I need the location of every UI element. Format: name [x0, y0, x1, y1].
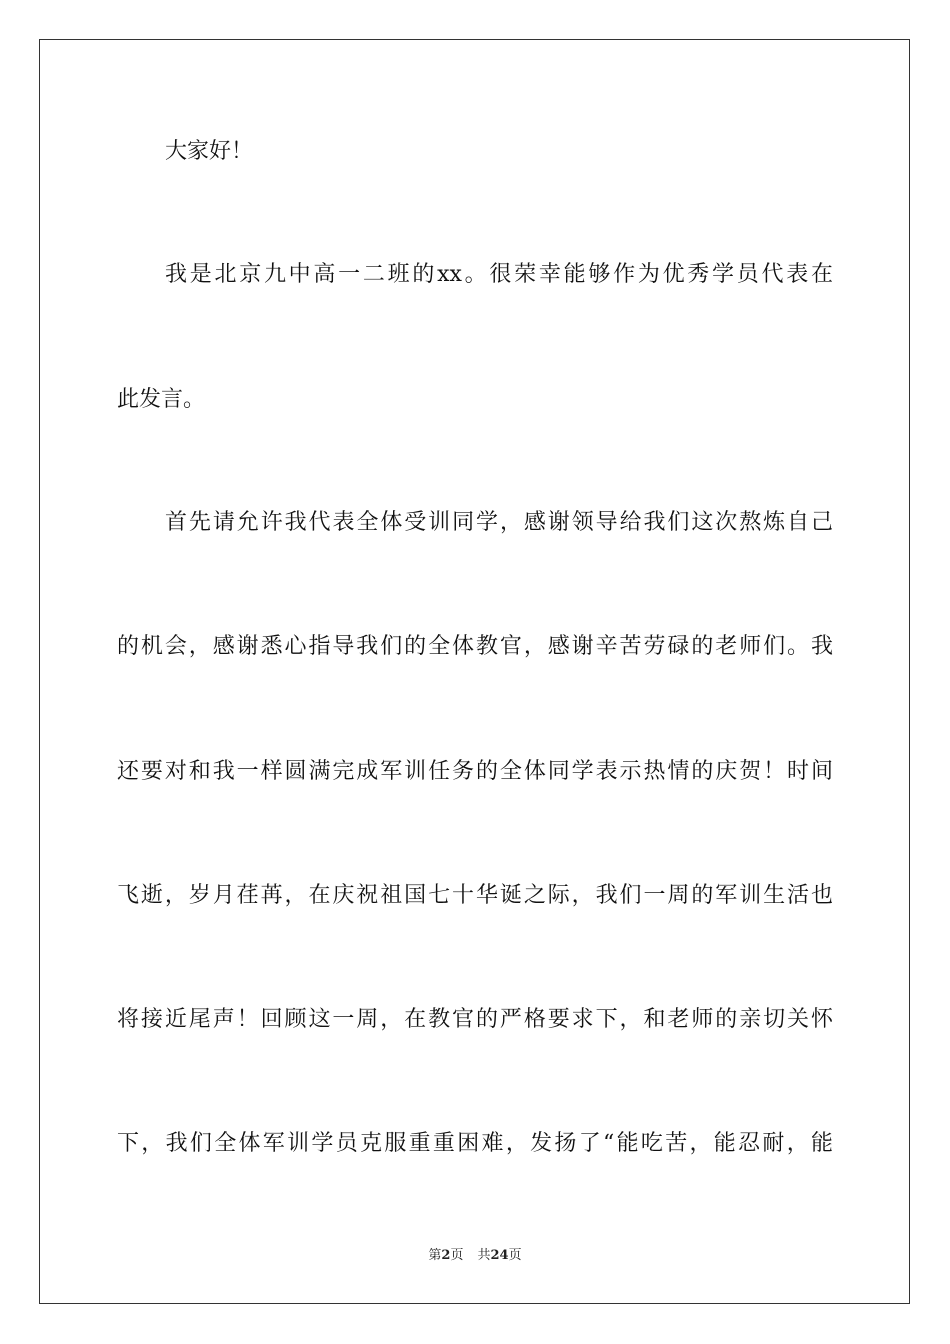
text-line: 首先请允许我代表全体受训同学，感谢领导给我们这次熬炼自己 — [165, 510, 833, 535]
page-label-prefix: 第 — [428, 1248, 442, 1263]
text-line: 将接近尾声！回顾这一周，在教官的严格要求下，和老师的亲切关怀 — [117, 1007, 833, 1032]
text-line: 还要对和我一样圆满完成军训任务的全体同学表示热情的庆贺！时间 — [117, 759, 833, 784]
text-line: 飞逝，岁月荏苒，在庆祝祖国七十华诞之际，我们一周的军训生活也 — [117, 883, 833, 908]
total-label-prefix: 共 — [477, 1248, 491, 1263]
text-line: 此发言。 — [117, 387, 206, 412]
total-label-suffix: 页 — [508, 1248, 522, 1263]
total-pages-number: 24 — [490, 1248, 509, 1263]
page-footer — [0, 1247, 950, 1265]
current-page-number: 2 — [441, 1248, 451, 1263]
text-line: 我是北京九中高一二班的xx。很荣幸能够作为优秀学员代表在 — [165, 262, 833, 287]
page-label-suffix: 页 — [450, 1248, 464, 1263]
text-line-greeting: 大家好！ — [165, 139, 254, 164]
text-line: 的机会，感谢悉心指导我们的全体教官，感谢辛苦劳碌的老师们。我 — [117, 634, 833, 659]
text-line: 下，我们全体军训学员克服重重困难，发扬了“能吃苦，能忍耐，能 — [117, 1131, 833, 1156]
page-border — [39, 39, 910, 1304]
